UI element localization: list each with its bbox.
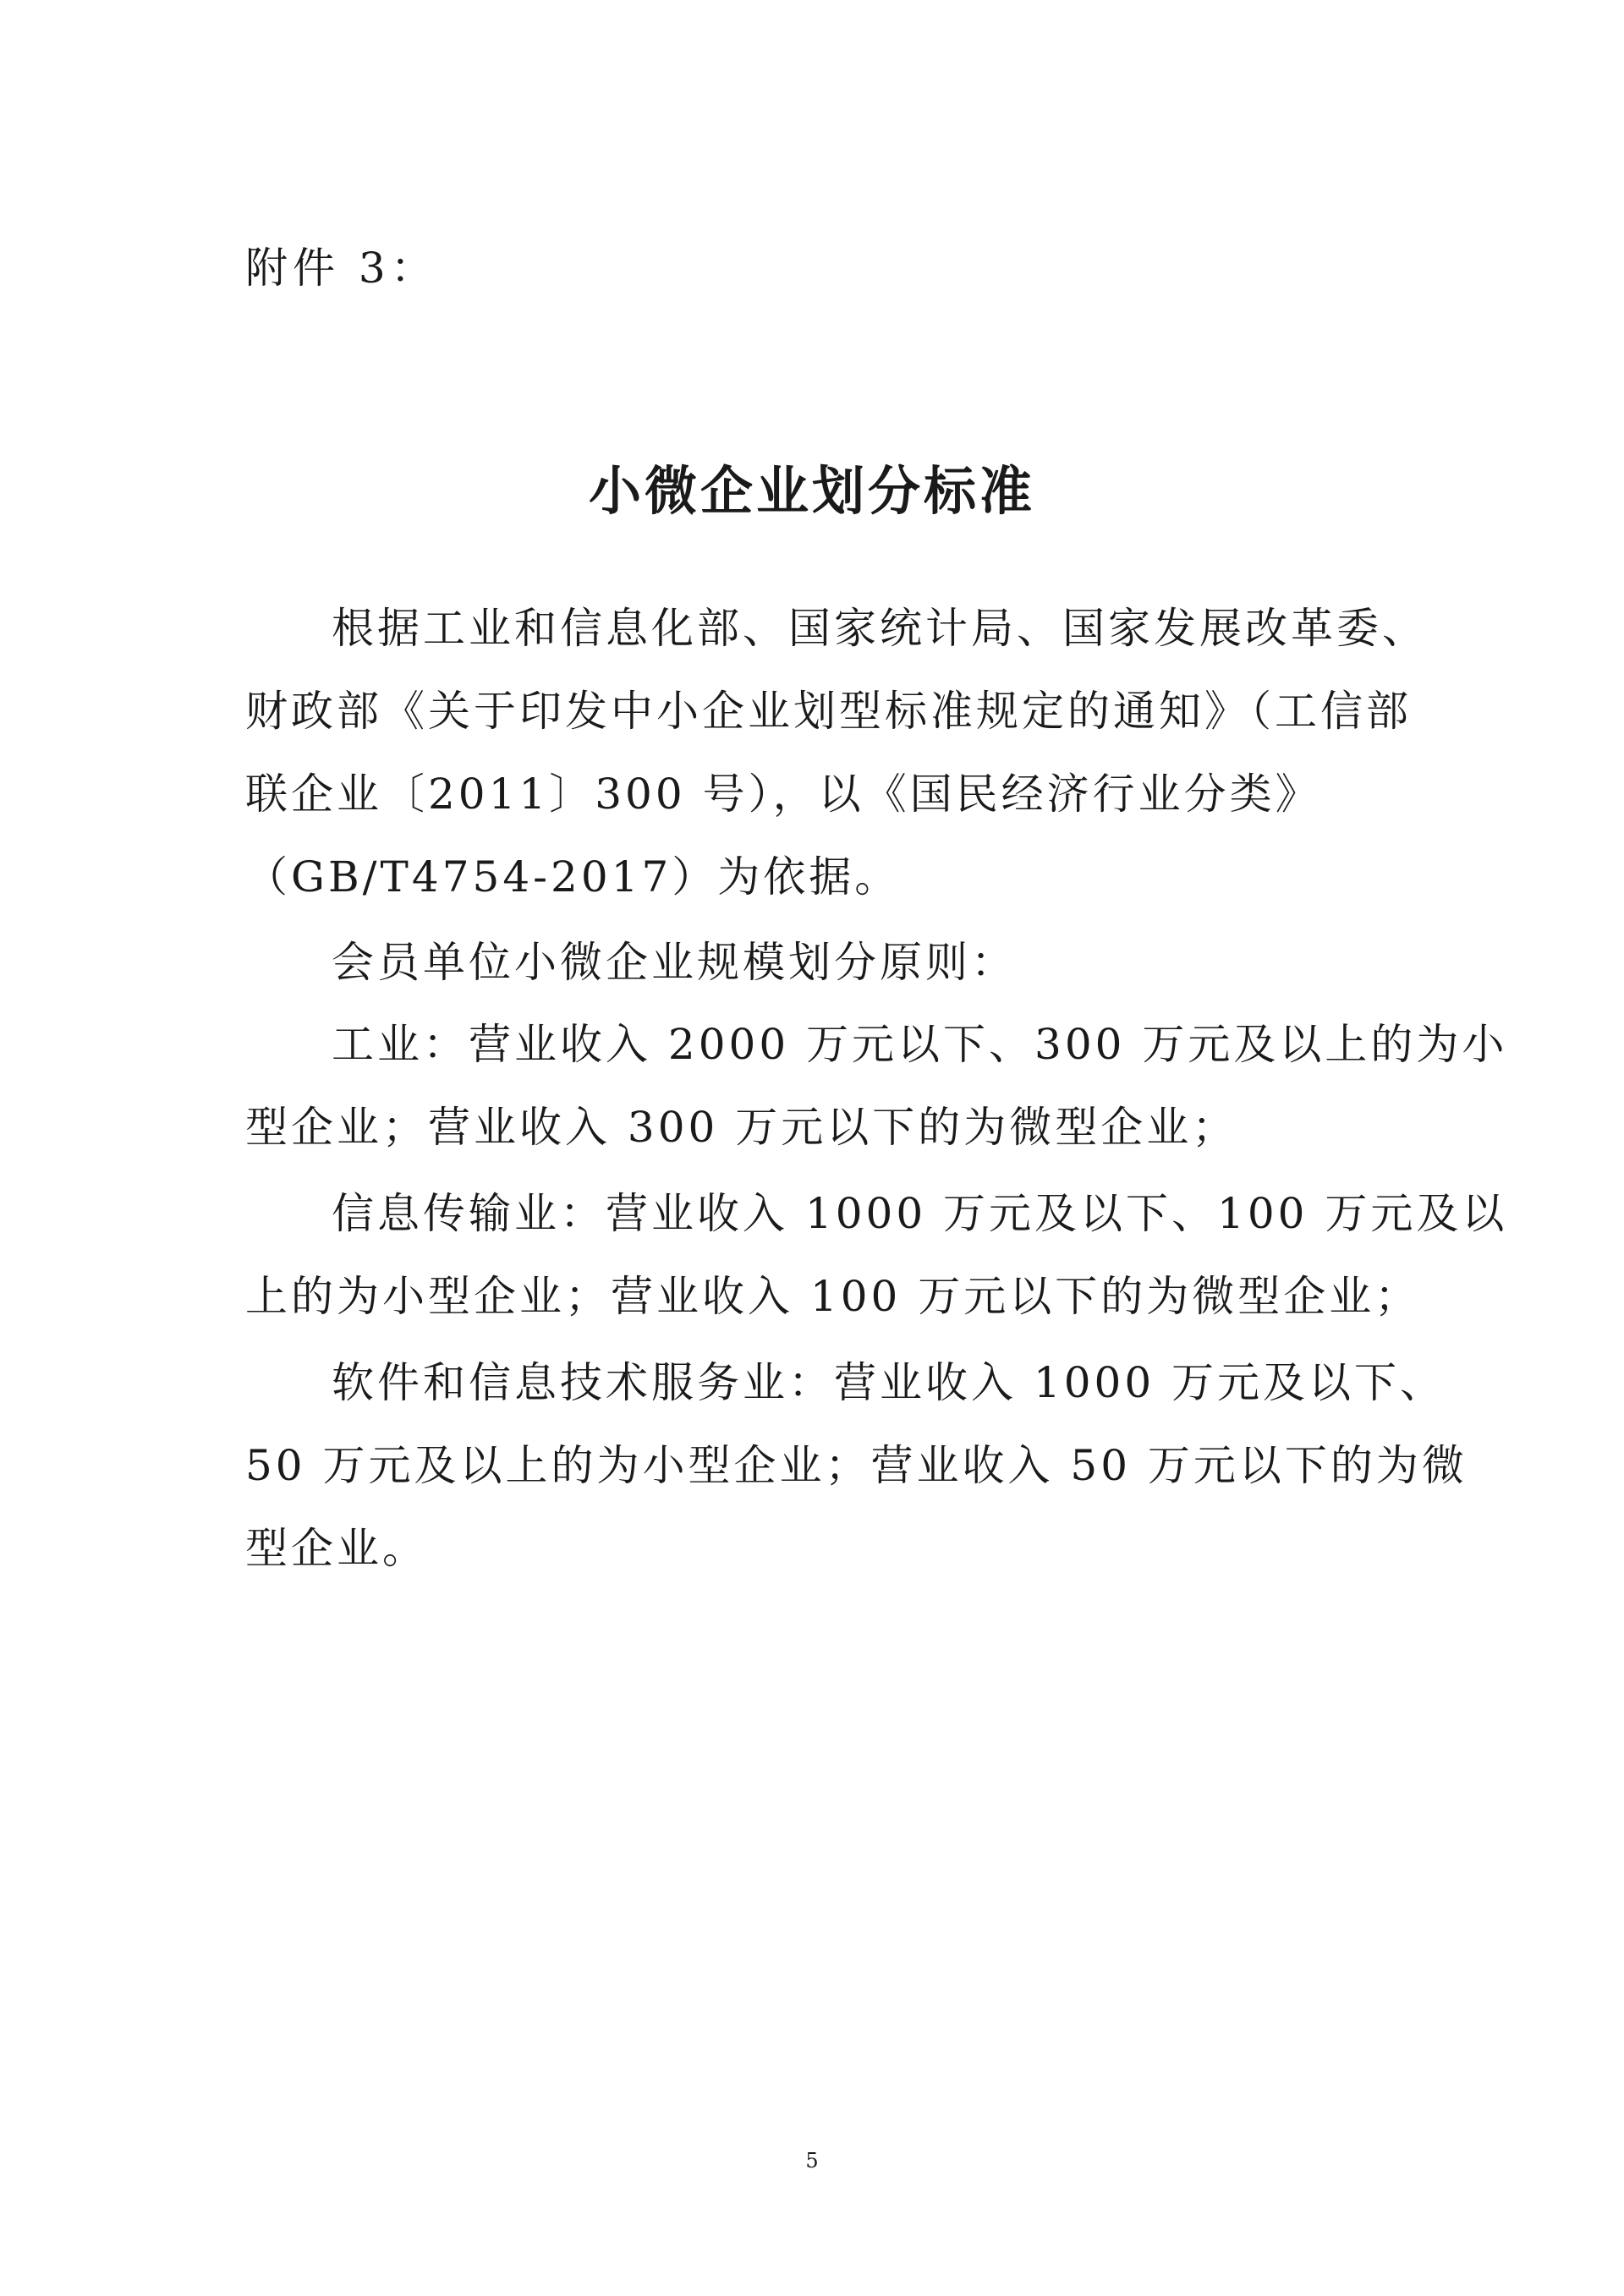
paragraph-line: 联企业〔2011〕300 号），以《国民经济行业分类》 bbox=[245, 770, 1321, 819]
page-number: 5 bbox=[805, 2149, 819, 2173]
paragraph-line: 型企业。 bbox=[245, 1524, 428, 1573]
paragraph-line: 工业：营业收入 2000 万元以下、300 万元及以上的为小 bbox=[332, 1020, 1508, 1069]
paragraph-line: 根据工业和信息化部、国家统计局、国家发展改革委、 bbox=[332, 604, 1428, 653]
paragraph-line: 软件和信息技术服务业：营业收入 1000 万元及以下、 bbox=[332, 1358, 1446, 1407]
paragraph-line: 会员单位小微企业规模划分原则： bbox=[332, 938, 1017, 987]
paragraph-line: 型企业；营业收入 300 万元以下的为微型企业； bbox=[245, 1103, 1238, 1152]
document-title: 小微企业划分标准 bbox=[588, 460, 1035, 522]
paragraph-line: 上的为小型企业；营业收入 100 万元以下的为微型企业； bbox=[245, 1272, 1421, 1321]
paragraph-line: （GB/T4754-2017）为依据。 bbox=[245, 852, 901, 901]
paragraph-line: 财政部《关于印发中小企业划型标准规定的通知》（工信部 bbox=[245, 687, 1412, 736]
paragraph-line: 信息传输业：营业收入 1000 万元及以下、100 万元及以 bbox=[332, 1189, 1508, 1238]
paragraph-line: 50 万元及以上的为小型企业；营业收入 50 万元以下的为微 bbox=[245, 1441, 1468, 1490]
attachment-label: 附件 3： bbox=[245, 244, 438, 293]
